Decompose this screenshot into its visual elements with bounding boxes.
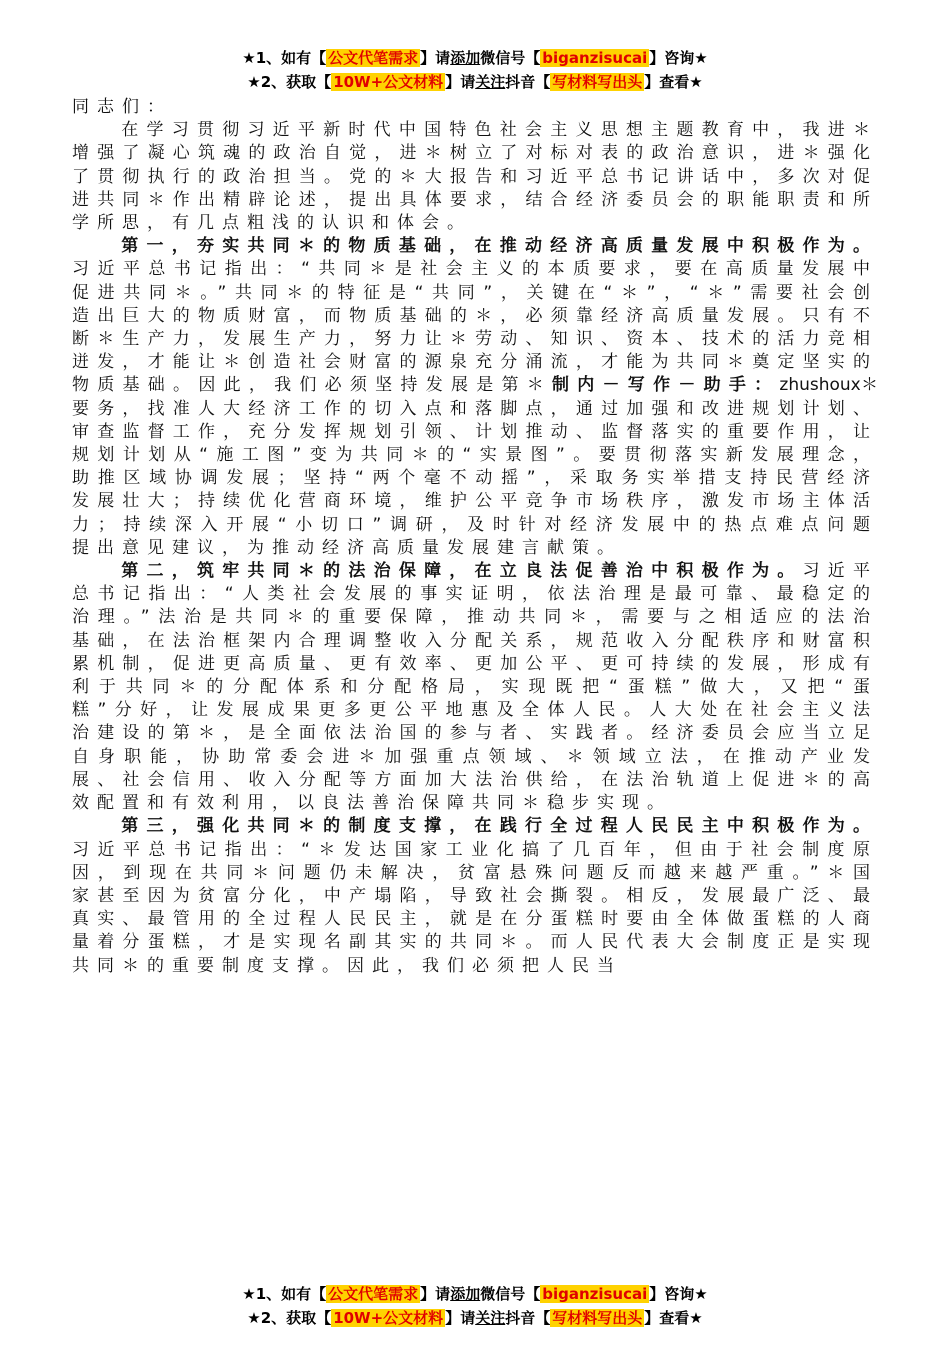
- banner-highlight: 写材料写出头: [552, 73, 643, 91]
- section-1-text-a: 习近平总书记指出：“共同＊是社会主义的本质要求，要在高质量发展中促进共同＊。”共同＊的特征是“共同”，关键在“＊”，“＊”需要社会创造出巨大的物质财富，而物质基础的＊，必须靠经济高质量发展。只有不断＊生产力，发展生产力，努力让＊劳动、知识、资本、技术的活力竞相迸发，才能让＊创造社会财富的源泉充分涌流，才能为共同＊奠定坚实的物质基础。因此，我们必须坚持发展是第＊: [72, 259, 878, 396]
- star-icon: ★: [242, 49, 256, 67]
- intro-paragraph: 在学习贯彻习近平新时代中国特色社会主义思想主题教育中，我进＊增强了凝心筑魂的政治自觉，进＊树立了对标对表的政治意识，进＊强化了贯彻执行的政治担当。党的＊大报告和习近平总书记讲话中，多次对促进共同＊作出精辟论述，提出具体要求，结合经济委员会的职能职责和所学所思，有几点粗浅的认识和体会。: [72, 120, 878, 234]
- section-3-text: 习近平总书记指出：“＊发达国家工业化搞了几百年，但由于社会制度原因，到现在共同＊问题仍未解决，贫富悬殊问题反而越来越严重。”＊国家甚至因为贫富分化，中产塌陷，导致社会撕裂。相反，发展最广泛、最真实、最管用的全过程人民民主，就是在分蛋糕时要由全体做蛋糕的人商量着分蛋糕，才是实现名副其实的共同＊。而人民代表大会制度正是实现共同＊的重要制度支撑。因此，我们必须把人民当: [72, 839, 878, 976]
- banner-text: 1、如有【: [255, 1285, 327, 1303]
- banner-underlined: 添加: [450, 49, 481, 67]
- banner-highlight: 公文代笔需求: [328, 49, 419, 67]
- banner-line-2: [0, 70, 950, 94]
- banner-text: 】请: [420, 1285, 451, 1303]
- section-3-title: 第三，强化共同＊的制度支撑，在践行全过程人民民主中积极作为。: [121, 816, 878, 837]
- banner-highlight: biganzisucai: [542, 49, 648, 67]
- banner-text: 微信号【: [480, 49, 541, 67]
- banner-text: 】查看★: [644, 73, 703, 91]
- banner-text: 微信号【: [480, 1285, 541, 1303]
- banner-text: 1、如有【: [255, 49, 327, 67]
- section-1-title: 第一，夯实共同＊的物质基础，在推动经济高质量发展中积极作为。: [121, 236, 878, 257]
- document-body: [72, 96, 878, 978]
- banner-text: 】咨询★: [649, 1285, 708, 1303]
- banner-text: 抖音【: [505, 1309, 551, 1327]
- banner-line-1: [0, 1282, 950, 1306]
- banner-line-1: [0, 46, 950, 70]
- star-icon: ★: [247, 73, 261, 91]
- banner-highlight: 写材料写出头: [552, 1309, 643, 1327]
- section-3-paragraph: [72, 815, 878, 977]
- section-1-text-b: 要务，找准人大经济工作的切入点和落脚点，通过加强和改进规划计划、审查监督工作，充分发挥规划引领、计划推动、监督落实的重要作用，让规划计划从“施工图”变为共同＊的“实景图”。要贯彻落实新发展理念，助推区域协调发展；坚持“两个毫不动摇”，采取务实举措支持民营经济发展壮大；持续优化营商环境，维护公平竞争市场秩序，激发市场主体活力；持续深入开展“小切口”调研，及时针对经济发展中的热点难点问题提出意见建议，为推动经济高质量发展建言献策。: [72, 398, 878, 558]
- banner-underlined: 关注: [475, 1309, 506, 1327]
- banner-text: 】请: [445, 1309, 476, 1327]
- banner-text: 】咨询★: [649, 49, 708, 67]
- banner-highlight: 公文代笔需求: [328, 1285, 419, 1303]
- banner-text: 抖音【: [505, 73, 551, 91]
- banner-underlined: 关注: [475, 73, 506, 91]
- banner-underlined: 添加: [450, 1285, 481, 1303]
- header-ad-banner: [0, 46, 950, 94]
- section-1-paragraph: [72, 235, 878, 560]
- banner-text: 2、获取【: [260, 1309, 332, 1327]
- salutation: 同志们：: [72, 97, 172, 117]
- banner-highlight: biganzisucai: [542, 1285, 648, 1303]
- watermark-id: zhushoux＊: [779, 375, 879, 396]
- banner-text: 】请: [445, 73, 476, 91]
- star-icon: ★: [247, 1309, 261, 1327]
- section-2-paragraph: [72, 560, 878, 815]
- banner-line-2: [0, 1306, 950, 1330]
- footer-ad-banner: [0, 1282, 950, 1330]
- banner-highlight: 10W+公文材料: [333, 73, 444, 91]
- banner-text: 】请: [420, 49, 451, 67]
- banner-highlight: 10W+公文材料: [333, 1309, 444, 1327]
- star-icon: ★: [242, 1285, 256, 1303]
- section-2-title: 第二，筑牢共同＊的法治保障，在立良法促善治中积极作为。: [121, 561, 803, 582]
- watermark-text: 制内－写作－助手：: [552, 375, 780, 396]
- banner-text: 2、获取【: [260, 73, 332, 91]
- banner-text: 】查看★: [644, 1309, 703, 1327]
- section-2-text: 习近平总书记指出：“人类社会发展的事实证明，依法治理是最可靠、最稳定的治理。”法治是共同＊的重要保障，推动共同＊，需要与之相适应的法治基础，在法治框架内合理调整收入分配关系，规范收入分配秩序和财富积累机制，促进更高质量、更有效率、更加公平、更可持续的发展，形成有利于共同＊的分配体系和分配格局，实现既把“蛋糕”做大，又把“蛋糕”分好，让发展成果更多更公平地惠及全体人民。人大处在社会主义法治建设的第＊，是全面依法治国的参与者、实践者。经济委员会应当立足自身职能，协助常委会进＊加强重点领域、＊领域立法，在推动产业发展、社会信用、收入分配等方面加大法治供给，在法治轨道上促进＊的高效配置和有效利用，以良法善治保障共同＊稳步实现。: [72, 561, 879, 814]
